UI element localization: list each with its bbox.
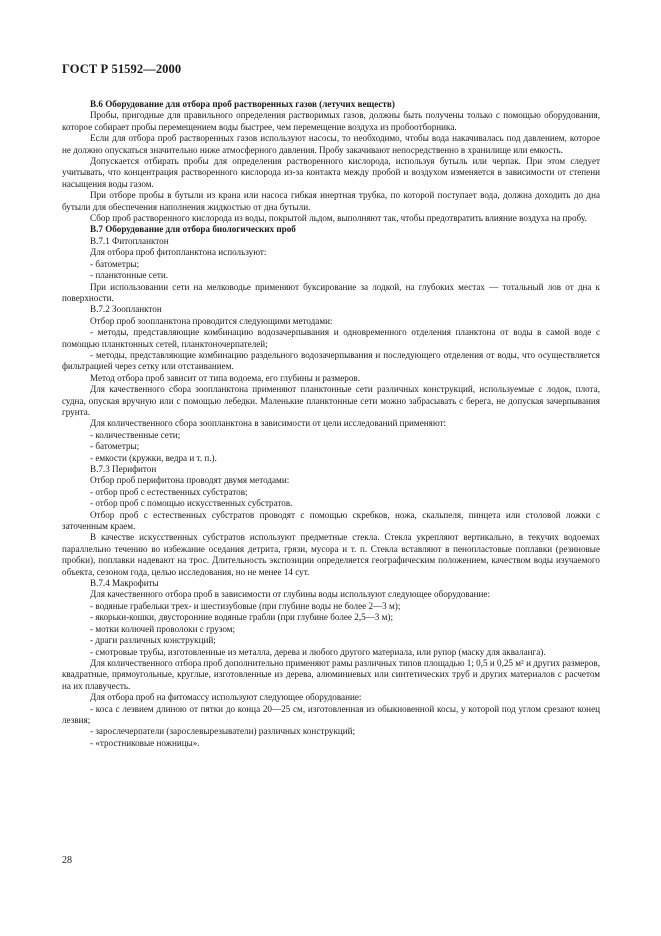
paragraph: - мотки колючей проволоки с грузом; xyxy=(90,623,236,634)
paragraph: - отбор проб с естественных субстратов; xyxy=(90,486,248,497)
paragraph: - якорьки-кошки, двусторонние водяные грабли (при глубине более 2,5—3 м); xyxy=(90,612,393,623)
paragraph: В.7.4 Макрофиты xyxy=(90,578,159,589)
paragraph: Отбор проб с естественных субстратов проводят с помощью скребков, ножа, скальпеля, пинцета или столовой ложки с заточенным краем. xyxy=(62,509,600,532)
paragraph: - отбор проб с помощью искусственных субстратов. xyxy=(90,498,293,509)
paragraph: Для качественного сбора зоопланктона применяют планктонные сети различных конструкций, используемые с лодок, плота, судна, опуская вручную или с помощью лебедки. Маленькие планктонные сети можно забрасывать с берега, не допуская зачерпывания грунта. xyxy=(62,384,600,417)
paragraph: - смотровые трубы, изготовленные из металла, дерева и любого другого материала, или рупор (маску для акваланга). xyxy=(90,646,546,657)
paragraph: - «тростниковые ножницы». xyxy=(90,737,200,748)
paragraph: Для отбора проб фитопланктона используют: xyxy=(90,247,267,258)
paragraph: Пробы, пригодные для правильного определения растворимых газов, должны быть получены только с помощью оборудования, которое собирает пробы перемещением воды быстрее, чем перемещение воздуха из пробоотборника. xyxy=(62,110,600,132)
paragraph: - зарослечерпатели (зарослевырезыватели) различных конструкций; xyxy=(90,726,356,737)
paragraph: - водяные грабельки трех- и шестизубовые (при глубине воды не более 2—3 м); xyxy=(90,600,401,611)
paragraph: Для качественного отбора проб в зависимости от глубины воды используют следующее оборудование: xyxy=(90,589,491,600)
paragraph: - планктонные сети. xyxy=(90,270,169,281)
paragraph: Для количественного сбора зоопланктона в зависимости от цели исследований применяют: xyxy=(90,418,447,429)
paragraph: - методы, представляющие комбинацию водозачерпывания и одновременного отделения планктона от воды в самой воде с помощью планктонных сетей, планктоночерпателей; xyxy=(62,327,600,349)
section-heading: В.7 Оборудование для отбора биологических проб xyxy=(90,224,296,235)
paragraph: Отбор проб зоопланктона проводится следующими методами: xyxy=(90,315,333,326)
paragraph: Если для отбора проб растворенных газов используют насосы, то необходимо, чтобы вода накачивалась под давлением, которое не должно опускаться значительно ниже атмосферного давления. Пробу закачивают непосредственно в хранилище или емкость. xyxy=(62,133,600,155)
paragraph: - батометры; xyxy=(90,258,140,269)
paragraph: В.7.1 Фитопланктон xyxy=(90,235,169,246)
paragraph: При использовании сети на мелководье применяют буксирование за лодкой, на глубоких местах — тотальный лов от дна к поверхности. xyxy=(62,281,600,303)
section-heading: В.6 Оборудование для отбора проб растворенных газов (летучих веществ) xyxy=(90,99,395,109)
paragraph: - драги различных конструкций; xyxy=(90,635,216,646)
paragraph: При отборе пробы в бутыли из крана или насоса гибкая инертная трубка, по которой поступает вода, должна доходить до дна бутыли для обеспечения наполнения жидкостью от дна бутыли. xyxy=(62,190,600,212)
paragraph: Отбор проб перифитона проводят двумя методами: xyxy=(90,475,290,486)
paragraph: В качестве искусственных субстратов используют предметные стекла. Стекла укрепляют вертикально, в текучих водоемах параллельно течению во избежание оседания детрита, грязи, мусора и т. п. Стекла вставляют в пенопластовые поплавки (резиновые пробки), поплавки надевают на трос. Длительность экспозиции определяется географическим положением, качеством воды изучаемого объекта, сезоном года, целью исследования, но не менее 14 сут. xyxy=(62,532,600,577)
document-body xyxy=(62,99,600,749)
document-header: ГОСТ Р 51592—2000 xyxy=(62,62,182,76)
paragraph: - батометры; xyxy=(90,441,140,452)
paragraph: - емкости (кружки, ведра и т. п.). xyxy=(90,452,217,463)
paragraph: Метод отбора проб зависит от типа водоема, его глубины и размеров. xyxy=(90,372,360,383)
paragraph: Допускается отбирать пробы для определения растворенного кислорода, используя бутыль или черпак. При этом следует учитывать, что концентрация растворенного кислорода из-за контакта между пробой и воздухом изменяется в зависимости от степени насыщения воды газом. xyxy=(62,156,600,189)
paragraph: - методы, представляющие комбинацию раздельного водозачерпывания и последующего отделения от воды, что осуществляется фильтрацией через сетку или отстаиванием. xyxy=(62,349,600,372)
paragraph: Сбор проб растворенного кислорода из воды, покрытой льдом, выполняют так, чтобы предотвратить влияние воздуха на пробу. xyxy=(90,213,587,224)
paragraph: - коса с лезвием длиною от пятки до конца 20—25 см, изготовленная из обыкновенной косы, у которой под углом срезают конец лезвия; xyxy=(62,703,600,725)
paragraph: Для количественного отбора проб дополнительно применяют рамы различных типов площадью 1; 0,5 и 0,25 м² и других размеров, квадратные, прямоугольные, круглые, изготовленные из дерева, алюминиевых или синтетических труб и других материалов с расчетом на их плавучесть. xyxy=(62,657,600,691)
paragraph: В.7.3 Перифитон xyxy=(90,464,157,474)
paragraph: В.7.2 Зоопланктон xyxy=(90,304,162,315)
paragraph: Для отбора проб на фитомассу используют следующее оборудование: xyxy=(90,692,362,703)
paragraph: - количественные сети; xyxy=(90,429,181,440)
page-number: 28 xyxy=(62,855,72,866)
